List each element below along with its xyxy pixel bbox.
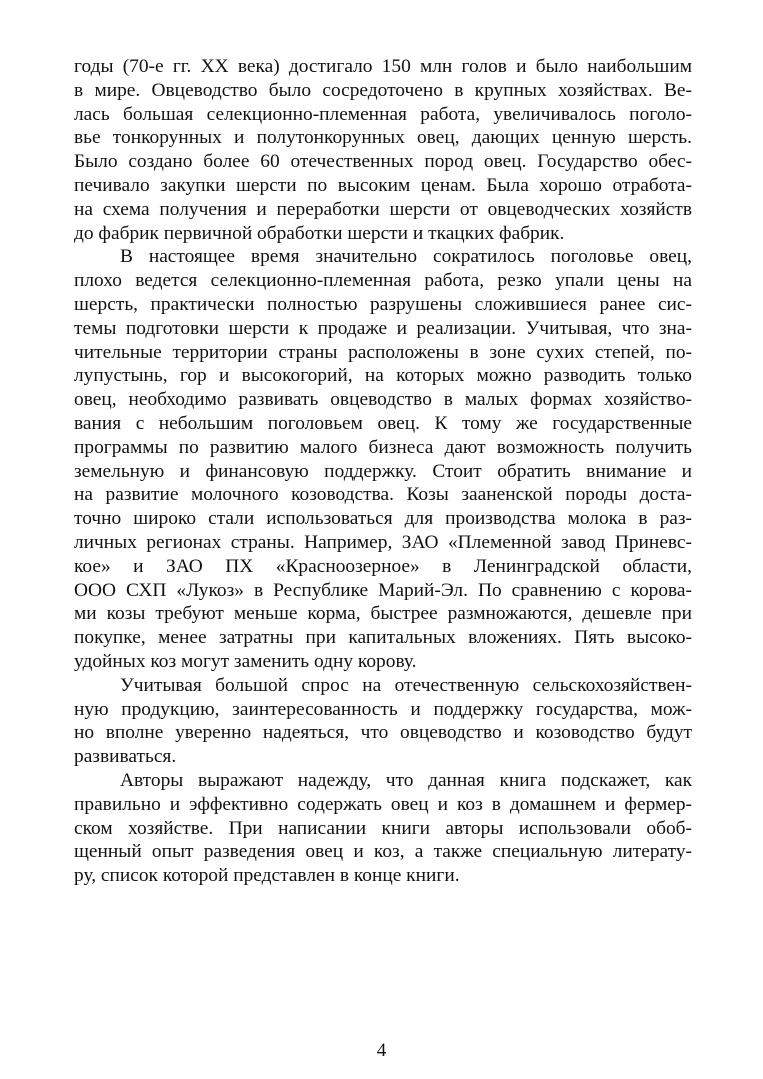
text-line: вания с небольшим поголовьем овец. К тому же государственные	[74, 412, 692, 434]
text-line: кое» и ЗАО ПХ «Красноозерное» в Ленинградской области,	[74, 555, 692, 577]
paragraph-2	[74, 245, 692, 673]
text-line: покупке, менее затратны при капитальных вложениях. Пять высоко-	[74, 627, 692, 649]
text-line: удойных коз могут заменить одну корову.	[74, 650, 417, 672]
text-line: ООО СХП «Лукоз» в Республике Марий-Эл. По сравнению с корова-	[74, 579, 692, 601]
text-line: на схема получения и переработки шерсти от овцеводческих хозяйств	[74, 198, 692, 220]
text-line: щенный опыт разведения овец и коз, а также специальную литерату-	[74, 841, 692, 863]
text-line: чительные территории страны расположены в зоне сухих степей, по-	[74, 341, 692, 363]
text-line: до фабрик первичной обработки шерсти и ткацких фабрик.	[74, 222, 565, 244]
text-line: в мире. Овцеводство было сосредоточено в крупных хозяйствах. Ве-	[74, 79, 692, 101]
text-line: печивало закупки шерсти по высоким ценам. Была хорошо отработа-	[74, 174, 692, 196]
text-line: но вполне уверенно надеяться, что овцеводство и козоводство будут	[74, 722, 692, 744]
text-line: шерсть, практически полностью разрушены сложившиеся ранее сис-	[74, 293, 692, 315]
text-line: точно широко стали использоваться для производства молока в раз-	[74, 508, 692, 530]
text-line: лупустынь, гор и высокогорий, на которых можно разводить только	[74, 365, 692, 387]
text-line: ру, список которой представлен в конце книги.	[74, 865, 460, 887]
page-number: 4	[376, 1040, 387, 1061]
text-line: вье тонкорунных и полутонкорунных овец, дающих ценную шерсть.	[74, 127, 692, 149]
text-line: лась большая селекционно-племенная работа, увеличивалось поголо-	[74, 103, 692, 125]
paragraph-3	[74, 674, 692, 769]
text-line: годы (70-е гг. XX века) достигало 150 млн голов и было наибольшим	[74, 56, 692, 77]
text-line: ную продукцию, заинтересованность и поддержку государства, мож-	[74, 698, 692, 720]
paragraph-4	[74, 769, 692, 888]
text-line: ми козы требуют меньше корма, быстрее размножаются, дешевле при	[74, 603, 692, 625]
text-line: земельную и финансовую поддержку. Стоит обратить внимание и	[74, 460, 692, 482]
text-line: развиваться.	[74, 746, 177, 768]
paragraph-1	[74, 55, 692, 245]
text-line: программы по развитию малого бизнеса дают возможность получить	[74, 436, 692, 458]
text-line: правильно и эффективно содержать овец и коз в домашнем и фермер-	[74, 793, 692, 815]
text-line: В настоящее время значительно сократилось поголовье овец,	[120, 246, 692, 268]
text-line: ском хозяйстве. При написании книги авторы использовали обоб-	[74, 817, 692, 839]
page-body	[74, 55, 692, 888]
text-line: темы подготовки шерсти к продаже и реализации. Учитывая, что зна-	[74, 317, 692, 339]
text-line: Учитывая большой спрос на отечественную сельскохозяйствен-	[120, 674, 692, 696]
text-line: Было создано более 60 отечественных пород овец. Государство обес-	[74, 151, 692, 173]
text-line: плохо ведется селекционно-племенная работа, резко упали цены на	[74, 270, 692, 292]
text-line: Авторы выражают надежду, что данная книга подскажет, как	[120, 769, 692, 791]
text-line: овец, необходимо развивать овцеводство в малых формах хозяйство-	[74, 389, 692, 411]
text-line: на развитие молочного козоводства. Козы зааненской породы доста-	[74, 484, 692, 506]
text-line: личных регионах страны. Например, ЗАО «Племенной завод Приневс-	[74, 531, 692, 553]
